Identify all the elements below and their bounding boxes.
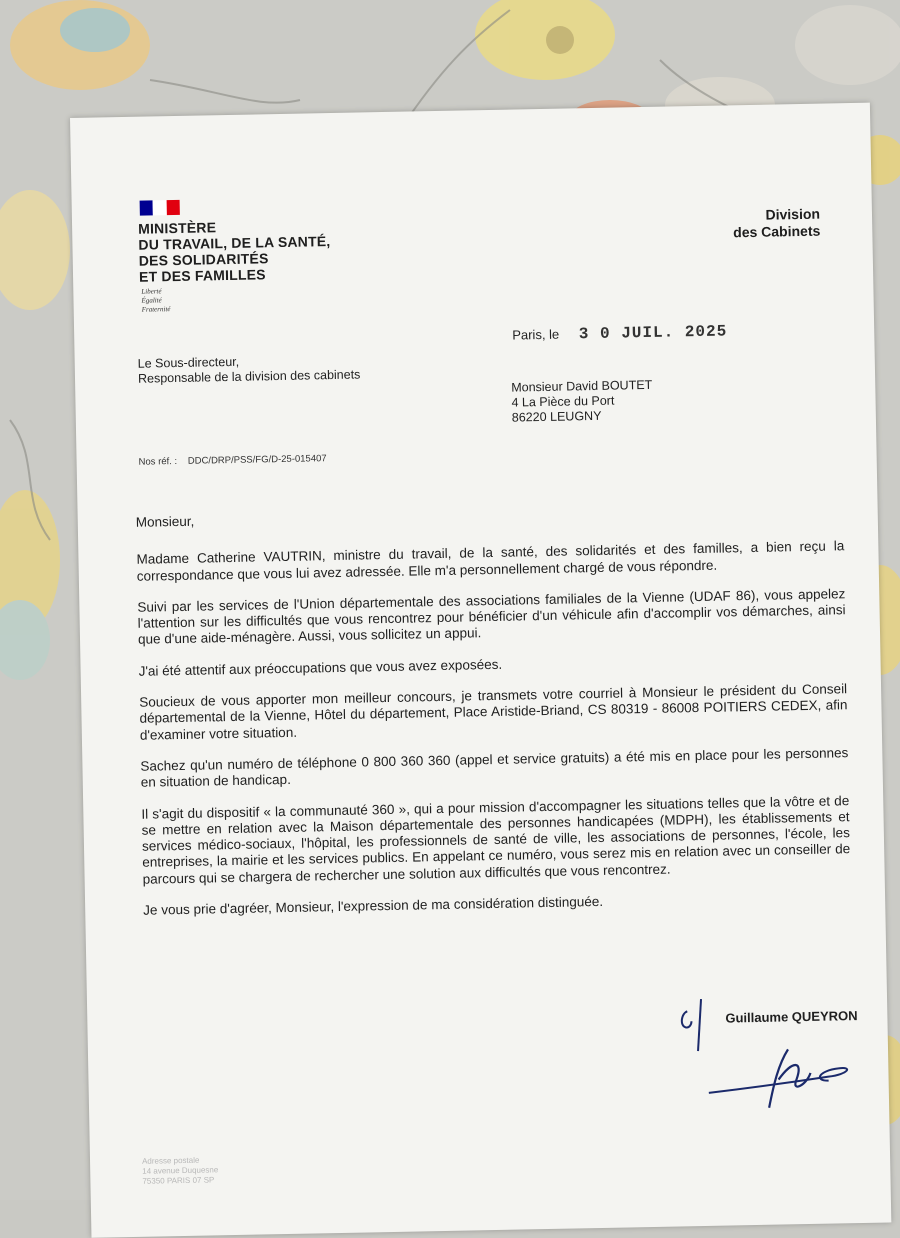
reference-value: DDC/DRP/PSS/FG/D-25-015407 <box>187 453 327 467</box>
sender-line: Responsable de la division des cabinets <box>137 367 361 386</box>
closing-paragraph: Je vous prie d'agréer, Monsieur, l'expression de ma considération distinguée. <box>143 893 604 918</box>
flag-white-stripe <box>153 200 167 215</box>
body-paragraph: Soucieux de vous apporter mon meilleur concours, je transmets votre courriel à Monsieur le président du Conseil départemental de la Vienne, Hôtel du département, Place Aristide-Briand, CS 80319 - 86008 POITIERS CEDEX, afin d'examiner votre situation. <box>139 681 848 743</box>
reference-line <box>139 453 327 468</box>
motto-line: Liberté <box>141 287 162 296</box>
ministry-line: MINISTÈRE <box>137 219 217 237</box>
body-paragraph: Sachez qu'un numéro de téléphone 0 800 360 360 (appel et service gratuits) a été mis en place pour les personnes en situation de handicap. <box>140 745 849 791</box>
body-paragraph: Il s'agit du dispositif « la communauté 360 », qui a pour mission d'accompagner les situations telles que la vôtre et de se mettre en relation avec la Maison départementale des personnes handicapées (MDPH), les établissements et services médico-sociaux, l'hôpital, les professionnels de santé de ville, les associations de personnes, l'école, les entreprises, la mairie et les services publics. En appelant ce numéro, vous serez mis en relation avec un conseiller de parcours qui se chargera de rechercher une solution aux difficultés que vous rencontrez. <box>141 792 851 887</box>
body-paragraph: Madame Catherine VAUTRIN, ministre du travail, de la santé, des solidarités et des familles, a bien reçu la correspondance que vous lui avez adressée. Elle m'a personnellement chargé de vous répondre. <box>136 538 845 584</box>
division-line: des Cabinets <box>733 222 821 241</box>
division-heading <box>733 206 821 242</box>
ministry-name <box>138 217 331 285</box>
handwritten-signature <box>677 988 879 1112</box>
ministry-line: DES SOLIDARITÉS <box>138 250 269 269</box>
place-and-date <box>512 322 727 344</box>
recipient-line: Monsieur David BOUTET <box>511 377 653 395</box>
greeting: Monsieur, <box>135 513 195 530</box>
sender-block <box>138 352 361 386</box>
footer-line: 14 avenue Duquesne <box>142 1165 219 1176</box>
flag-red-stripe <box>166 200 180 215</box>
place: Paris, le <box>512 326 560 343</box>
division-line: Division <box>765 205 821 223</box>
recipient-line: 86220 LEUGNY <box>511 408 602 425</box>
recipient-address <box>511 378 653 426</box>
motto-line: Égalité <box>141 296 162 305</box>
ministry-line: DU TRAVAIL, DE LA SANTÉ, <box>138 233 331 253</box>
motto-line: Fraternité <box>141 305 171 314</box>
body-paragraph: J'ai été attentif aux préoccupations que vous avez exposées. <box>138 656 503 679</box>
republic-motto <box>141 287 170 315</box>
republic-flag-logo <box>140 200 180 216</box>
postal-address-footer <box>142 1155 219 1186</box>
letter-body <box>136 501 852 934</box>
signer-name: Guillaume QUEYRON <box>725 1008 858 1026</box>
footer-line: Adresse postale <box>141 1155 200 1166</box>
flag-blue-stripe <box>140 200 154 215</box>
ministry-line: ET DES FAMILLES <box>138 266 266 285</box>
date-stamp: 3 0 JUIL. 2025 <box>578 322 728 344</box>
recipient-line: 4 La Pièce du Port <box>511 393 615 410</box>
body-paragraph: Suivi par les services de l'Union départementale des associations familiales de la Vienne (UDAF 86), vous appelez l'attention sur les difficultés que vous rencontrez pour bénéficier d'un véhicule afin d'accomplir vos démarches, ainsi que d'une aide-ménagère. Aussi, vous sollicitez un appui. <box>137 586 846 648</box>
footer-line: 75350 PARIS 07 SP <box>142 1175 215 1186</box>
letter-sheet <box>70 103 891 1238</box>
sender-line: Le Sous-directeur, <box>137 354 240 371</box>
reference-label: Nos réf. : <box>138 456 178 468</box>
